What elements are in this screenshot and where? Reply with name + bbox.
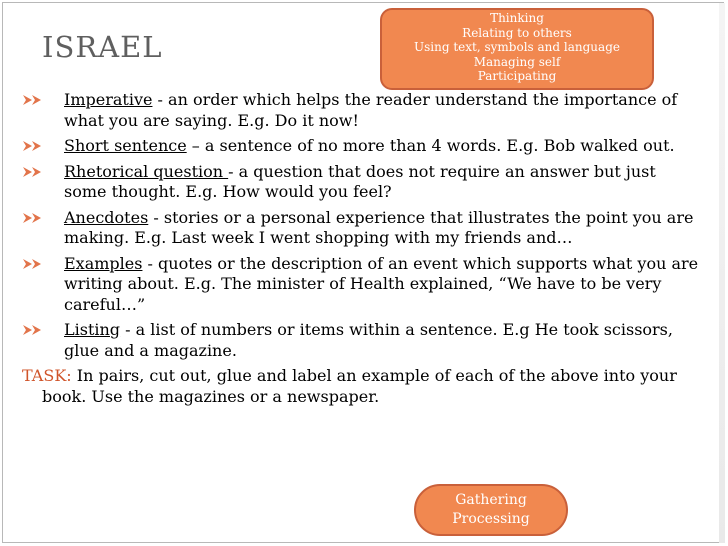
bullet-arrow-icon (22, 212, 42, 224)
list-item (22, 162, 702, 203)
term-definition: – a sentence of no more than 4 words. E.g. Bob walked out. (186, 136, 675, 155)
callout-line: Thinking (490, 11, 544, 25)
callout-line: Processing (452, 511, 530, 527)
callout-line: Using text, symbols and language (414, 40, 620, 54)
skills-callout (414, 484, 568, 536)
term-definition: - a question that does not require an answer but just some thought. E.g. How would you feel? (64, 161, 656, 201)
bullet-arrow-icon (22, 94, 42, 106)
bullet-arrow-icon (22, 324, 42, 336)
term-label: Examples (64, 253, 143, 273)
term-label: Imperative (64, 90, 153, 109)
term-label: Short sentence (64, 136, 187, 155)
slide-content (22, 90, 702, 407)
task-instruction (22, 366, 702, 407)
bullet-arrow-icon (22, 140, 42, 152)
bullet-arrow-icon (22, 258, 42, 270)
term-definition: - quotes or the description of an event which supports what you are writing about. E.g. The minister of Health explained, “We have to be very careful…” (64, 253, 699, 314)
term-definition: - an order which helps the reader understand the importance of what you are saying. E.g. Do it now! (64, 90, 678, 130)
callout-line: Gathering (455, 492, 527, 508)
term-definition: - a list of numbers or items within a sentence. E.g He took scissors, glue and a magazine. (64, 320, 673, 360)
term-label: Rhetorical question (64, 161, 229, 181)
slide-title: ISRAEL (42, 30, 163, 64)
list-item (22, 320, 702, 361)
term-label: Listing (64, 320, 121, 339)
list-item (22, 254, 702, 316)
callout-line: Relating to others (462, 25, 572, 40)
callout-line: Participating (477, 69, 557, 83)
term-definition: - stories or a personal experience that illustrates the point you are making. E.g. Last week I went shopping with my friends and… (64, 207, 694, 247)
bullet-arrow-icon (22, 166, 42, 178)
task-label: TASK: (22, 366, 72, 385)
callout-line: Managing self (473, 54, 561, 69)
list-item (22, 90, 702, 131)
list-item (22, 136, 702, 157)
term-label: Anecdotes (64, 207, 149, 227)
slide-edge-band (719, 3, 725, 543)
task-text: In pairs, cut out, glue and label an example of each of the above into your book. Use the magazines or a newspaper. (42, 366, 677, 406)
list-item (22, 208, 702, 249)
key-competencies-callout (380, 8, 654, 90)
